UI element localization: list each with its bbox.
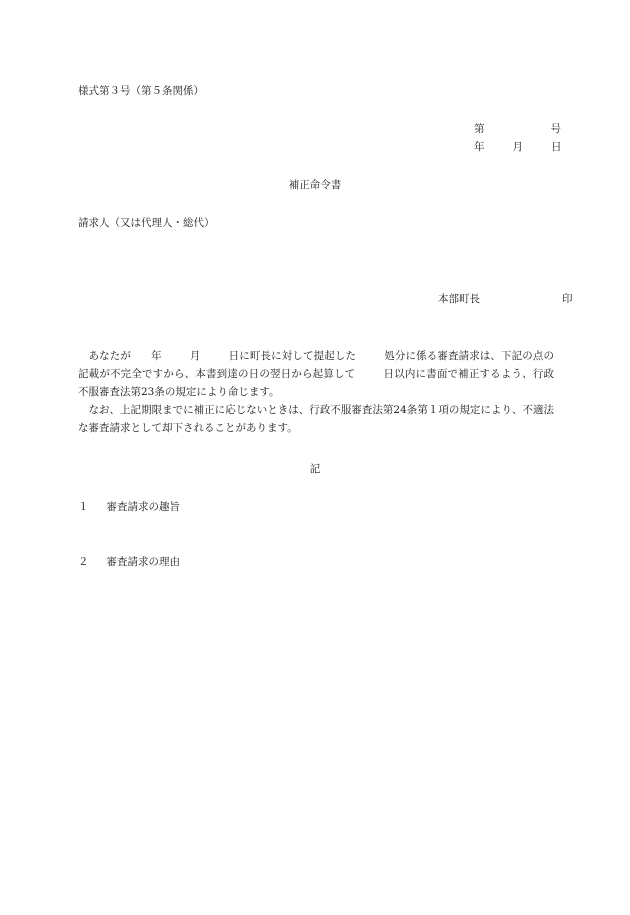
note-item-2-number: ２ — [78, 556, 89, 568]
addressee: 請求人（又は代理人・総代） — [78, 217, 215, 229]
body-paragraph-2: なお、上記期限までに補正に応じないときは、行政不服審査法第24条第１項の規定により、不適法な審査請求として却下されることがあります。 — [78, 404, 554, 434]
body-p1-year: 年 — [151, 350, 162, 362]
body-p1-part-4: 日に町長に対して提起した — [228, 350, 357, 362]
document-number — [474, 124, 561, 135]
body-paragraph-1 — [78, 347, 554, 401]
date-day: 日 — [551, 141, 562, 153]
document-title: 補正命令書 — [288, 179, 342, 191]
note-item-1-number: １ — [78, 501, 89, 513]
body-p1-part-1: あなたが — [88, 350, 131, 362]
issuer — [438, 294, 573, 305]
date-month: 月 — [512, 141, 523, 153]
body-p1-part-6: 日以内に書面で補正するよう、行政不服審査法第23条の規定により命じます。 — [78, 368, 555, 398]
body-p1-month: 月 — [189, 350, 201, 362]
issuer-title: 本部町長 — [438, 293, 480, 305]
document-number-prefix: 第 — [474, 123, 485, 135]
note-heading: 記 — [309, 463, 321, 475]
date-year: 年 — [474, 141, 485, 153]
note-item-1 — [78, 502, 180, 513]
body-p1-part-5: 処分に係る審査請求は、下記の点の記載が不完全ですから、本書到達の日の翌日から起算して — [78, 350, 555, 380]
document-date — [474, 142, 562, 153]
note-item-2 — [78, 557, 180, 568]
note-item-1-label: 審査請求の趣旨 — [106, 501, 180, 513]
document-number-suffix: 号 — [550, 123, 561, 135]
form-number: 様式第３号（第５条関係） — [78, 85, 204, 97]
seal-mark: 印 — [562, 293, 573, 305]
note-item-2-label: 審査請求の理由 — [106, 556, 180, 568]
